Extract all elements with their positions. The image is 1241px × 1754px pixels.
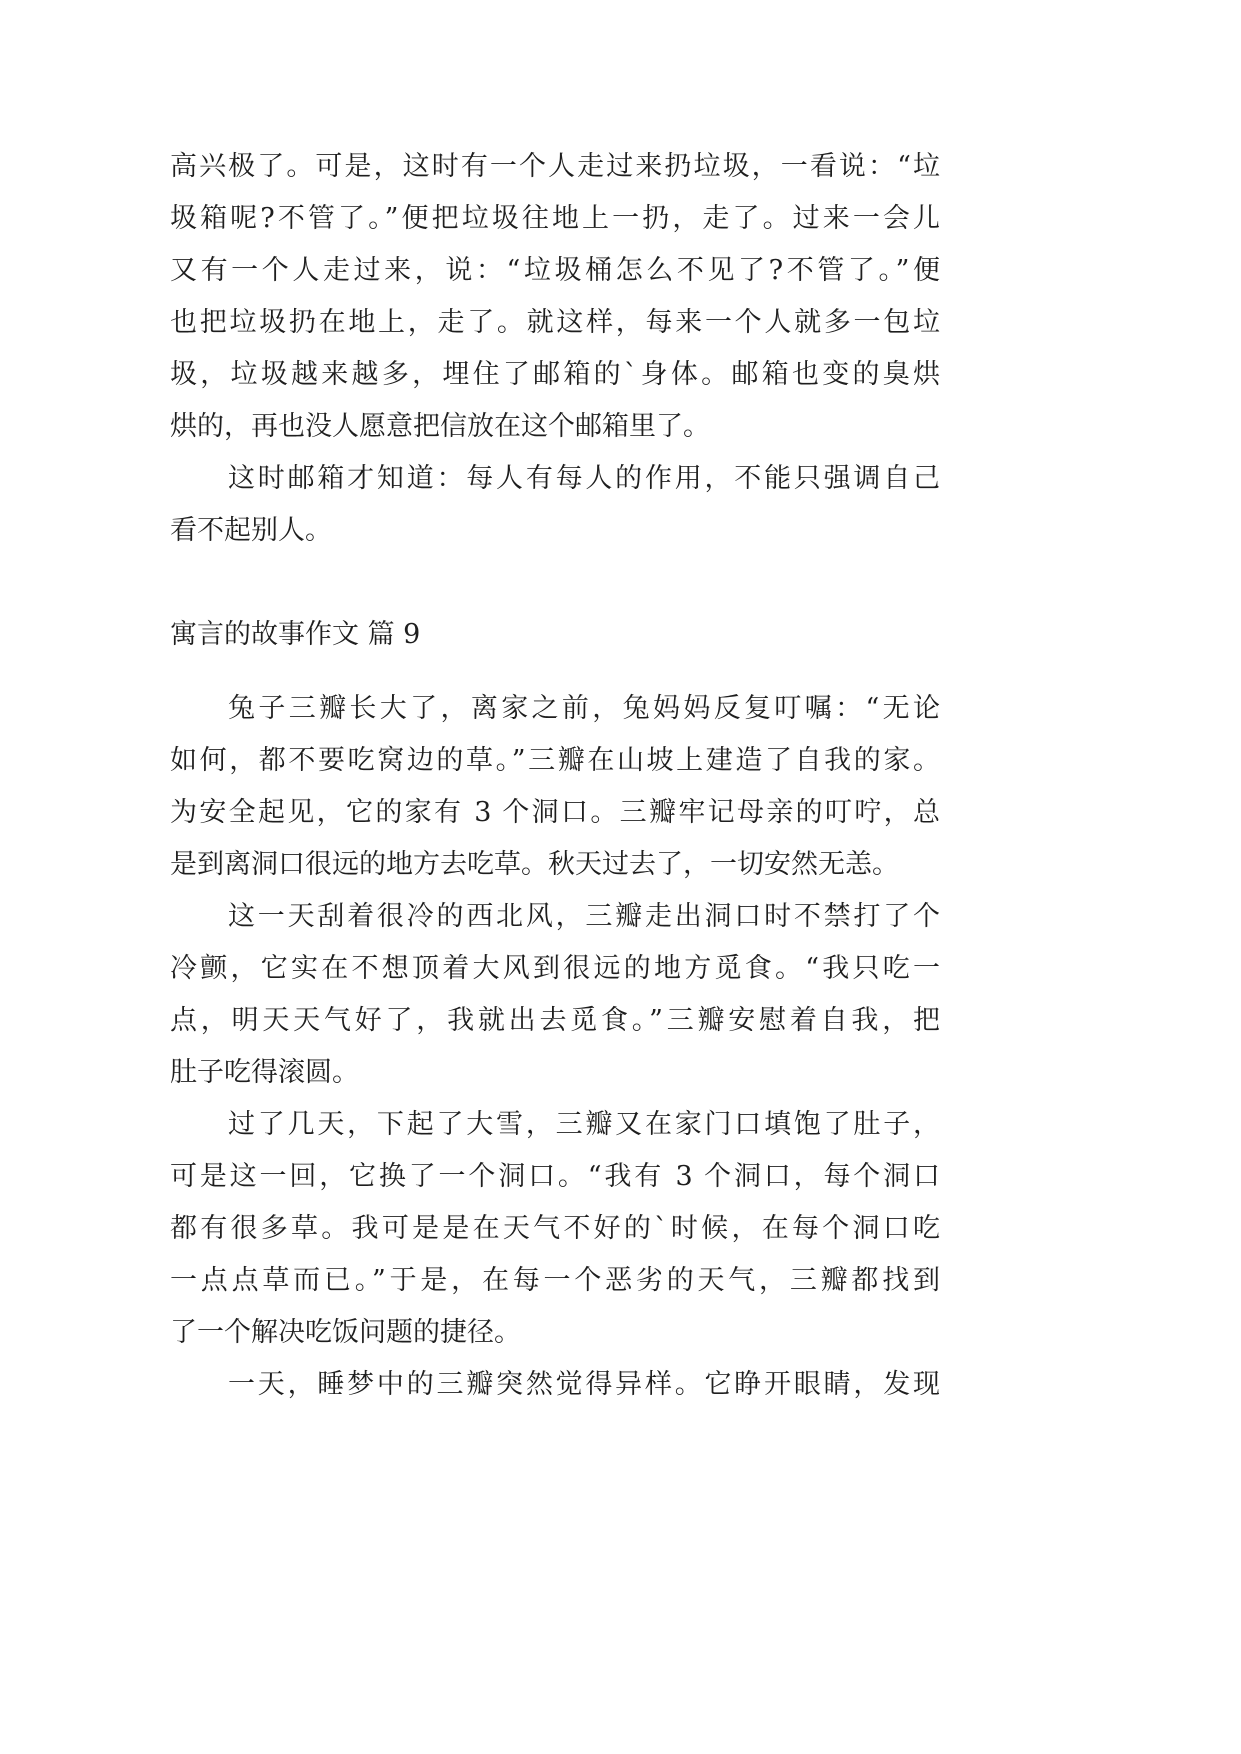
text-line: 这时邮箱才知道：每人有每人的作用，不能只强调自己 bbox=[228, 463, 940, 494]
text-line: 可是这一回，它换了一个洞口。“我有 3 个洞口，每个洞口 bbox=[170, 1161, 940, 1193]
paragraph bbox=[170, 141, 940, 453]
paragraph bbox=[170, 1359, 940, 1411]
text-line: 是到离洞口很远的地方去吃草。秋天过去了，一切安然无恙。 bbox=[170, 849, 899, 881]
text-line: 看不起别人。 bbox=[170, 515, 332, 546]
text-line: 如何，都不要吃窝边的草。”三瓣在山坡上建造了自我的家。 bbox=[170, 745, 940, 777]
section-heading: 寓言的故事作文 篇 9 bbox=[170, 619, 421, 650]
text-line: 点，明天天气好了，我就出去觅食。”三瓣安慰着自我，把 bbox=[170, 1005, 940, 1037]
text-line: 又有一个人走过来，说：“垃圾桶怎么不见了?不管了。”便 bbox=[170, 255, 940, 286]
text-line: 这一天刮着很冷的西北风，三瓣走出洞口时不禁打了个 bbox=[228, 901, 940, 933]
text-line: 了一个解决吃饭问题的捷径。 bbox=[170, 1317, 521, 1349]
text-line: 一点点草而已。”于是，在每一个恶劣的天气，三瓣都找到 bbox=[170, 1265, 940, 1297]
text-line: 高兴极了。可是，这时有一个人走过来扔垃圾，一看说：“垃 bbox=[170, 151, 940, 182]
text-line: 肚子吃得滚圆。 bbox=[170, 1057, 359, 1089]
text-line: 为安全起见，它的家有 3 个洞口。三瓣牢记母亲的叮咛，总 bbox=[170, 797, 940, 829]
text-line: 过了几天，下起了大雪，三瓣又在家门口填饱了肚子， bbox=[228, 1109, 940, 1141]
paragraph bbox=[170, 1099, 940, 1359]
text-line: 圾箱呢?不管了。”便把垃圾往地上一扔，走了。过来一会儿 bbox=[170, 203, 940, 234]
text-line: 都有很多草。我可是是在天气不好的`时候，在每个洞口吃 bbox=[170, 1213, 940, 1245]
paragraph bbox=[170, 453, 940, 557]
paragraph bbox=[170, 683, 940, 891]
text-line: 一天，睡梦中的三瓣突然觉得异样。它睁开眼睛，发现 bbox=[228, 1369, 940, 1401]
document-body bbox=[170, 141, 940, 1411]
text-line: 兔子三瓣长大了，离家之前，兔妈妈反复叮嘱：“无论 bbox=[228, 693, 940, 725]
text-line: 冷颤，它实在不想顶着大风到很远的地方觅食。“我只吃一 bbox=[170, 953, 940, 985]
text-line: 也把垃圾扔在地上，走了。就这样，每来一个人就多一包垃 bbox=[170, 307, 940, 338]
paragraph bbox=[170, 891, 940, 1099]
text-line: 烘的，再也没人愿意把信放在这个邮箱里了。 bbox=[170, 411, 710, 442]
text-line: 圾，垃圾越来越多，埋住了邮箱的`身体。邮箱也变的臭烘 bbox=[170, 359, 940, 390]
